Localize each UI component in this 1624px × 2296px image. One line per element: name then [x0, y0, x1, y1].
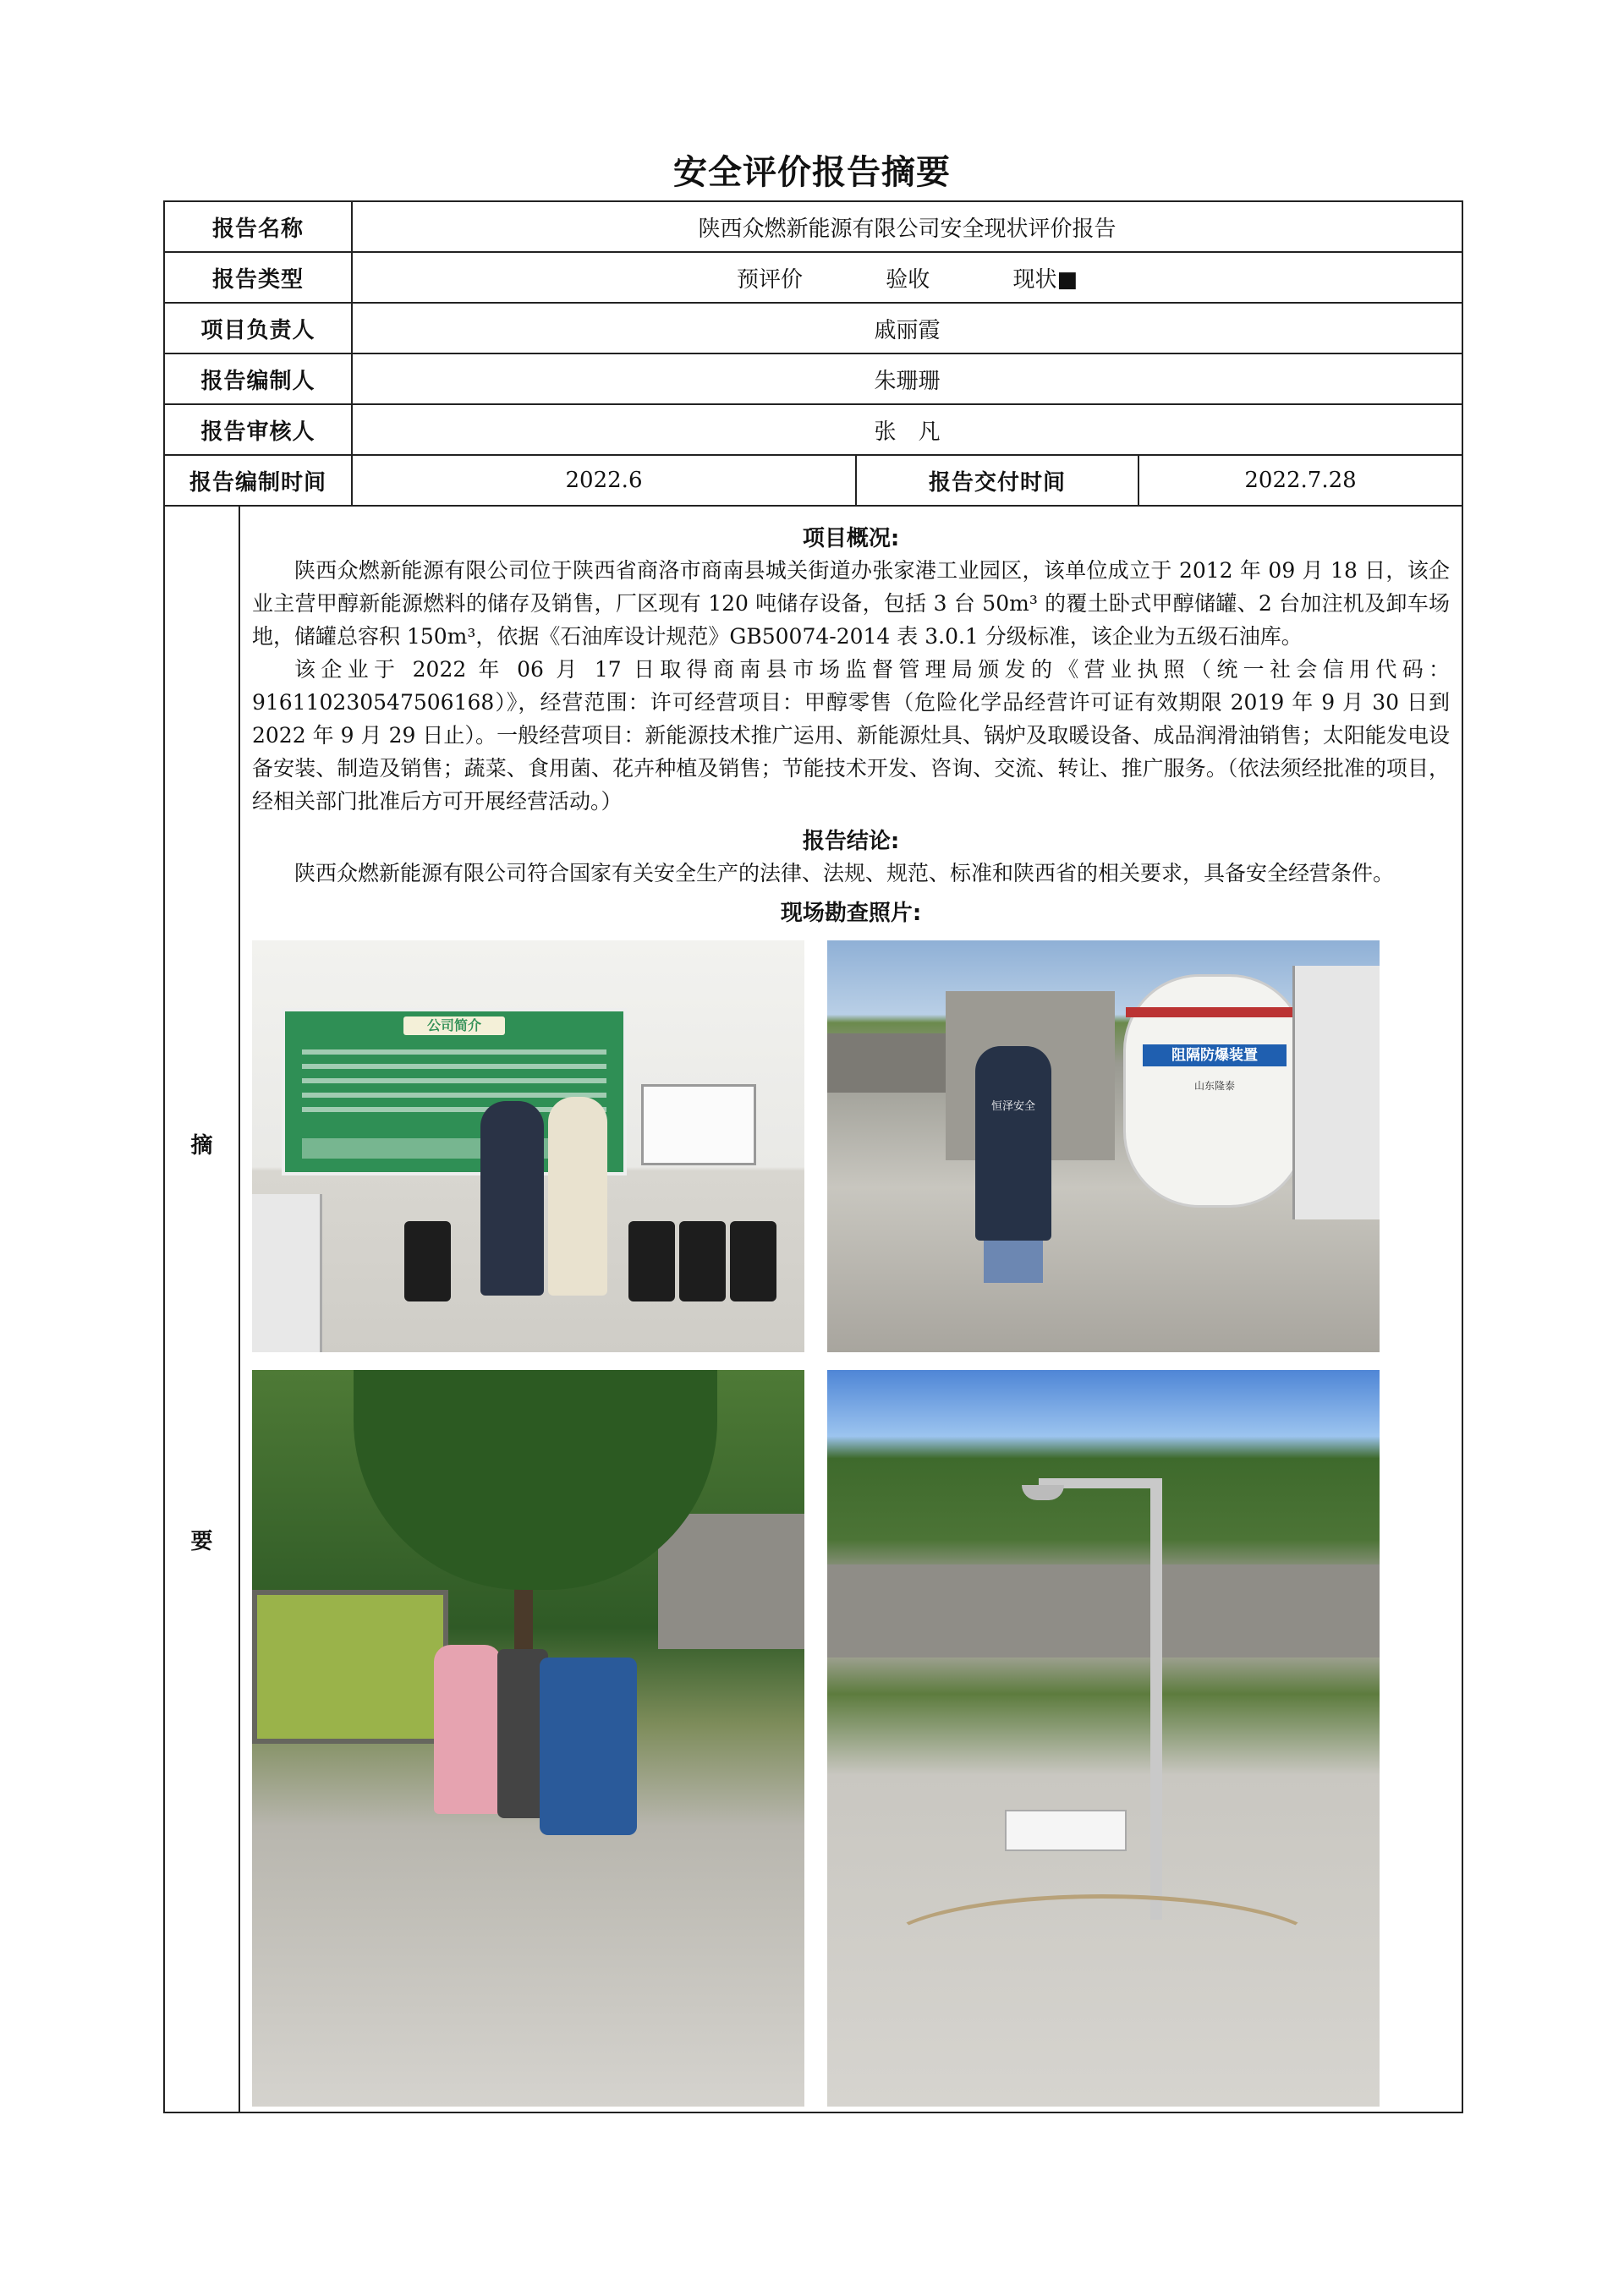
compile-time-value: 2022.6: [352, 455, 856, 506]
document-title: 安全评价报告摘要: [673, 152, 951, 192]
fire-pool: [252, 1590, 448, 1744]
reviewer-label: 报告审核人: [164, 404, 352, 455]
row-reviewer: [164, 404, 1462, 455]
site-photo-yard: [252, 1370, 804, 2107]
compiler-value: 朱珊珊: [352, 353, 1462, 404]
report-summary-table: [163, 200, 1463, 2113]
fire-extinguisher: [434, 1645, 502, 1814]
compiler-label: 报告编制人: [164, 353, 352, 404]
project-lead-value: 戚丽霞: [352, 303, 1462, 353]
conclusion-heading: 报告结论:: [802, 829, 900, 854]
type-option-pre: 预评价: [736, 266, 803, 293]
row-project-lead: [164, 303, 1462, 353]
summary-side-label: [164, 506, 239, 2112]
side-char-2: 要: [190, 1529, 213, 1554]
report-type-options: [352, 252, 1462, 303]
row-compiler: [164, 353, 1462, 404]
report-name-value: 陕西众燃新能源有限公司安全现状评价报告: [352, 201, 1462, 252]
delivery-time-value: 2022.7.28: [1138, 455, 1462, 506]
delivery-time-label: 报告交付时间: [856, 455, 1138, 506]
row-summary: [164, 506, 1462, 2112]
inspector-figure: [480, 1101, 544, 1296]
summary-content: [239, 506, 1462, 2112]
company-intro-board: 公司简介: [282, 1008, 627, 1175]
site-photo-tank: [827, 940, 1380, 1352]
type-option-current: 现状■: [1012, 266, 1078, 293]
site-photo-office: [252, 940, 804, 1352]
inspector-figure: 恒泽安全: [975, 1046, 1051, 1241]
eyewash-post: [1150, 1480, 1162, 1920]
row-report-type: [164, 252, 1462, 303]
conclusion-paragraph: 陕西众燃新能源有限公司符合国家有关安全生产的法律、法规、规范、标准和陕西省的相关要求，具备安全经营条件。: [294, 861, 1395, 885]
row-times: [164, 455, 1462, 506]
storage-tank: 阻隔防爆装置 山东隆泰: [1123, 974, 1306, 1208]
site-photos: [252, 940, 1385, 2112]
overview-paragraph-2: 该企业于 2022 年 06 月 17 日取得商南县市场监督管理局颁发的《营业执照（统一社会信用代码：916110230547506168）》，经营范围：许可经营项目：甲醇零售（危险化学品经营许可证有效期限 2019 年 9 月 30 日到 2022 年 9 月 29 日止）。一般经营项目：新能源技术推广运用、新能源灶具、锅炉及取暖设备、成品润滑油销售；太阳能发电设备安装、制造及销售；蔬菜、食用菌、花卉种植及销售；节能技术开发、咨询、交流、转让、推广服务。（依法须经批准的项目，经相关部门批准后方可开展经营活动。）: [252, 657, 1451, 814]
type-option-acceptance: 验收: [886, 266, 930, 293]
reviewer-value: 张 凡: [352, 404, 1462, 455]
whiteboard: [641, 1084, 756, 1165]
report-name-label: 报告名称: [164, 201, 352, 252]
photos-heading: 现场勘查照片:: [780, 901, 922, 926]
shower-head: [1022, 1485, 1064, 1500]
staff-figure: [548, 1097, 607, 1296]
site-photo-eyewash: [827, 1370, 1380, 2107]
oil-barrel: [540, 1658, 637, 1835]
project-lead-label: 项目负责人: [164, 303, 352, 353]
overview-heading: 项目概况:: [802, 526, 900, 551]
report-type-label: 报告类型: [164, 252, 352, 303]
compile-time-label: 报告编制时间: [164, 455, 352, 506]
overview-paragraph-1: 陕西众燃新能源有限公司位于陕西省商洛市商南县城关街道办张家港工业园区，该单位成立于 2012 年 09 月 18 日，该企业主营甲醇新能源燃料的储存及销售，厂区现有 120 吨储存设备，包括 3 台 50m³ 的覆土卧式甲醇储罐、2 台加注机及卸车场地，储罐总容积 150m³，依据《石油库设计规范》GB50074-2014 表 3.0.1 分级标准，该企业为五级石油库。: [252, 558, 1451, 649]
row-report-name: [164, 201, 1462, 252]
side-char-1: 摘: [190, 1133, 213, 1159]
